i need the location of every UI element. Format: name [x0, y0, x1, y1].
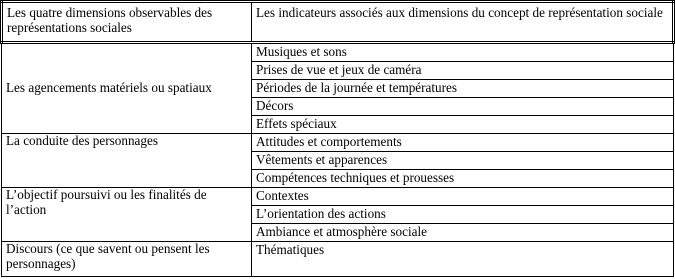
indicator-cell: Thématiques — [252, 242, 674, 277]
table-row — [2, 242, 674, 277]
dimension-objective-goals: L’objectif poursuivi ou les finalités de l’action — [2, 188, 252, 242]
indicator-cell: Effets spéciaux — [252, 116, 674, 134]
table-header-row — [2, 2, 674, 43]
table-row — [2, 43, 674, 62]
indicator-cell: Ambiance et atmosphère sociale — [252, 224, 674, 242]
indicator-cell: Compétences techniques et prouesses — [252, 170, 674, 188]
indicator-cell: Prises de vue et jeux de caméra — [252, 62, 674, 80]
indicator-cell: Décors — [252, 98, 674, 116]
dimension-discourse: Discours (ce que savent ou pensent les personnages) — [2, 242, 252, 277]
header-indicators: Les indicateurs associés aux dimensions du concept de représentation sociale — [252, 2, 674, 43]
indicator-cell: Contextes — [252, 188, 674, 206]
table-row — [2, 188, 674, 206]
indicator-cell: L’orientation des actions — [252, 206, 674, 224]
indicator-cell: Périodes de la journée et températures — [252, 80, 674, 98]
indicator-cell: Musiques et sons — [252, 43, 674, 62]
header-dimensions: Les quatre dimensions observables des représentations sociales — [2, 2, 252, 43]
indicator-cell: Vêtements et apparences — [252, 152, 674, 170]
indicator-cell: Attitudes et comportements — [252, 134, 674, 152]
dimension-material-spatial: Les agencements matériels ou spatiaux — [2, 43, 252, 134]
table-row — [2, 134, 674, 152]
dimension-character-conduct: La conduite des personnages — [2, 134, 252, 188]
